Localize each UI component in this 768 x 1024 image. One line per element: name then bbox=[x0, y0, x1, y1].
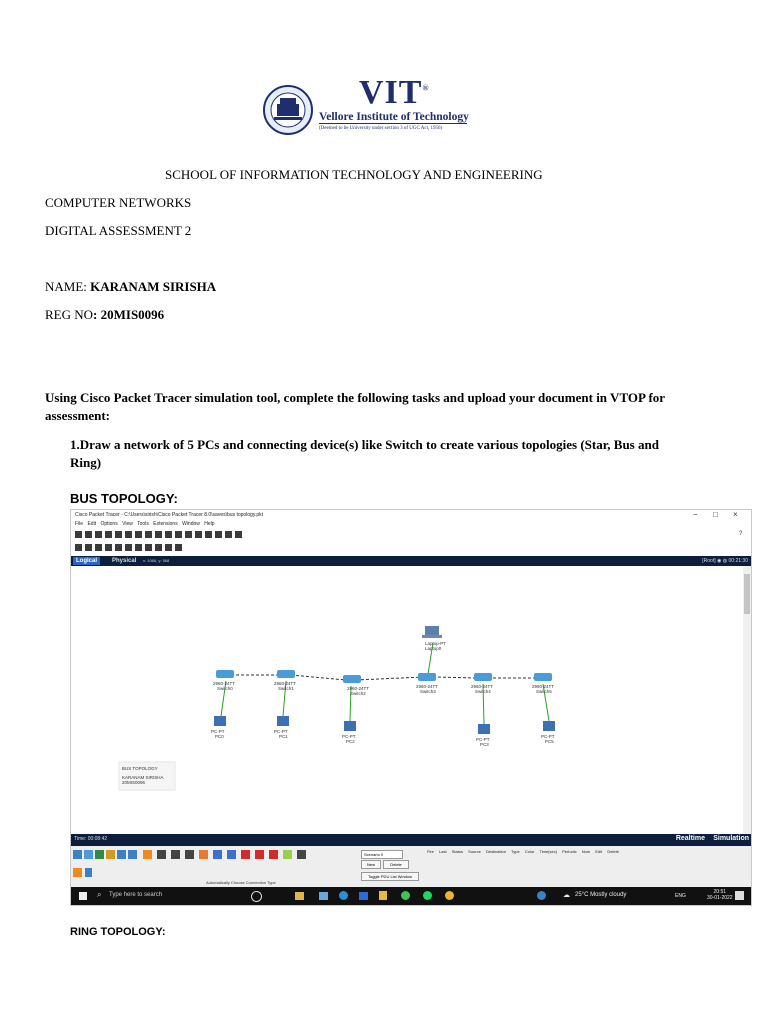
switch-type-label: 2960-24TT bbox=[274, 681, 297, 686]
col-destination: Destination bbox=[485, 849, 506, 854]
windows-start-icon[interactable] bbox=[79, 892, 87, 900]
switch-name-label: Switch4 bbox=[475, 689, 491, 694]
col-num: Num bbox=[581, 849, 591, 854]
workspace-bar bbox=[71, 556, 751, 566]
col-source: Source bbox=[468, 849, 481, 854]
switch-type-label: 2960-24TT bbox=[347, 686, 370, 691]
menu-tools[interactable]: Tools bbox=[137, 521, 149, 527]
clock-label: 00:21:30 bbox=[728, 558, 748, 564]
pc-type-label: PC-PT bbox=[342, 734, 356, 739]
time-label: Time: 00:08:42 bbox=[74, 836, 108, 842]
bus-link bbox=[433, 677, 478, 678]
school-heading: SCHOOL OF INFORMATION TECHNOLOGY AND ENGINEERING bbox=[165, 167, 543, 182]
resize-icon[interactable] bbox=[105, 544, 112, 551]
switch-name-label: Switch5 bbox=[536, 689, 552, 694]
toggle-pdu-list-button[interactable]: Toggle PDU List Window bbox=[361, 872, 419, 881]
weather-text[interactable]: 25°C Mostly cloudy bbox=[575, 892, 627, 898]
pc-icon bbox=[214, 716, 555, 734]
spotify-icon[interactable] bbox=[423, 891, 432, 900]
zoom-in-icon[interactable] bbox=[175, 531, 182, 538]
zoom-out-icon[interactable] bbox=[195, 531, 202, 538]
new-scenario-button[interactable]: New bbox=[361, 860, 381, 869]
new-file-icon[interactable] bbox=[75, 531, 82, 538]
console-cable-icon[interactable] bbox=[157, 850, 166, 859]
clock-date: 30-01-2022 bbox=[707, 895, 733, 901]
laptop-icon bbox=[425, 626, 439, 635]
fiber-cable-icon[interactable] bbox=[199, 850, 208, 859]
vit-logo bbox=[262, 74, 472, 138]
pc-name-label: PC1 bbox=[279, 734, 288, 739]
delete-icon[interactable] bbox=[95, 544, 102, 551]
note-icon[interactable] bbox=[115, 544, 122, 551]
bus-topology-heading: BUS TOPOLOGY: bbox=[70, 491, 178, 506]
laptop-type-label: Laptop-PT bbox=[425, 641, 447, 646]
note-reg: 20MIS0096 bbox=[122, 780, 146, 785]
rectangle-icon[interactable] bbox=[135, 544, 142, 551]
wireless-icon[interactable] bbox=[106, 850, 115, 859]
workspace-right-controls bbox=[702, 557, 748, 565]
wizard-icon[interactable] bbox=[115, 531, 122, 538]
switch-type-label: 2960-24TT bbox=[532, 684, 555, 689]
help-icon[interactable]: ? bbox=[739, 531, 743, 537]
network-info-icon[interactable] bbox=[125, 531, 132, 538]
notification-icon[interactable] bbox=[735, 891, 744, 900]
print-icon[interactable] bbox=[105, 531, 112, 538]
windows-taskbar bbox=[71, 887, 751, 905]
tab-logical[interactable]: Logical bbox=[73, 557, 100, 565]
assessment-name: DIGITAL ASSESSMENT 2 bbox=[45, 223, 192, 238]
switch-type-label: 2960-24TT bbox=[416, 684, 439, 689]
delete-scenario-button[interactable]: Delete bbox=[383, 860, 409, 869]
device-type-strip bbox=[71, 848, 349, 862]
menu-edit[interactable]: Edit bbox=[87, 521, 97, 527]
registered-mark: ® bbox=[422, 83, 430, 93]
restore-icon[interactable]: □ bbox=[713, 510, 718, 519]
switch-name-label: Switch0 bbox=[217, 686, 233, 691]
window-title: Cisco Packet Tracer - C:\Users\sirish\Cisco Packet Tracer 8.0\saves\bus topology.pkt bbox=[75, 512, 264, 518]
straight-cable-icon[interactable] bbox=[171, 850, 180, 859]
taskbar-search-input[interactable]: Type here to search bbox=[109, 892, 163, 898]
select-icon[interactable] bbox=[75, 544, 82, 551]
taskbar-clock[interactable] bbox=[707, 889, 733, 901]
help-circle-icon[interactable] bbox=[537, 891, 546, 900]
edge-icon[interactable] bbox=[339, 891, 348, 900]
col-type: Type bbox=[511, 849, 520, 854]
minimize-icon[interactable]: − bbox=[693, 510, 698, 519]
language-indicator[interactable]: ENG bbox=[675, 893, 686, 899]
col-color: Color bbox=[524, 849, 535, 854]
menu-window[interactable]: Window bbox=[182, 521, 200, 527]
switch-name-label: Switch3 bbox=[420, 689, 436, 694]
name-value: KARANAM SIRISHA bbox=[90, 279, 217, 294]
note-name: KARANAM SIRISHA bbox=[122, 775, 164, 780]
ring-topology-heading: RING TOPOLOGY: bbox=[70, 926, 166, 938]
bus-link bbox=[356, 677, 423, 680]
power-app-icon[interactable] bbox=[379, 891, 387, 900]
col-time: Time(sec) bbox=[539, 849, 558, 854]
switch-type-label: 2960-24TT bbox=[213, 681, 236, 686]
word-icon[interactable] bbox=[359, 892, 368, 900]
clock-time: 20:51 bbox=[713, 889, 727, 895]
menu-bar bbox=[75, 521, 215, 527]
complex-pdu-icon[interactable] bbox=[175, 544, 182, 551]
device-list-icon[interactable] bbox=[85, 868, 92, 877]
drawing-toolbar bbox=[75, 544, 182, 552]
pc-name-label: PC5 bbox=[545, 739, 554, 744]
task-text-cont: Ring) bbox=[70, 455, 102, 470]
reg-number bbox=[45, 307, 164, 323]
paste-icon[interactable] bbox=[145, 531, 152, 538]
chrome-icon[interactable] bbox=[445, 891, 454, 900]
serial-dce-icon[interactable] bbox=[241, 850, 250, 859]
pc-type-label: PC-PT bbox=[541, 734, 555, 739]
logical-workspace[interactable] bbox=[71, 566, 743, 834]
scrollbar-thumb[interactable] bbox=[744, 574, 750, 614]
navigation-icon[interactable]: ◉ bbox=[717, 558, 722, 564]
zoom-reset-icon[interactable] bbox=[185, 531, 192, 538]
pc-name-label: PC3 bbox=[480, 742, 489, 747]
tab-physical[interactable]: Physical bbox=[112, 558, 137, 564]
topology-diagram bbox=[71, 566, 743, 834]
pdu-icon[interactable] bbox=[225, 531, 232, 538]
reg-value: : 20MIS0096 bbox=[93, 307, 165, 322]
weather-icon: ☁ bbox=[563, 892, 570, 899]
pdu-table-header bbox=[427, 849, 619, 854]
pc-name-label: PC0 bbox=[215, 734, 224, 739]
usb-cable-icon[interactable] bbox=[297, 850, 306, 859]
search-icon[interactable]: ⌕ bbox=[97, 890, 102, 899]
cortana-icon[interactable] bbox=[251, 891, 262, 902]
simulation-mode-button[interactable]: Simulation bbox=[713, 835, 749, 842]
octal-cable-icon[interactable] bbox=[269, 850, 278, 859]
main-toolbar bbox=[75, 531, 242, 539]
menu-options[interactable]: Options bbox=[100, 521, 118, 527]
serial-dte-icon[interactable] bbox=[255, 850, 264, 859]
intro-text-cont: assessment: bbox=[45, 408, 110, 423]
menu-file[interactable]: File bbox=[75, 521, 84, 527]
name-label: NAME: bbox=[45, 279, 91, 294]
switch-category-icon[interactable] bbox=[84, 850, 93, 859]
lightning-connection-icon[interactable] bbox=[73, 868, 82, 877]
vit-wordmark: VIT bbox=[359, 74, 423, 111]
viewport-icon[interactable] bbox=[235, 531, 242, 538]
phone-cable-icon[interactable] bbox=[213, 850, 222, 859]
connection-type-label: Automatically Choose Connection Type bbox=[206, 880, 276, 885]
ellipse-icon[interactable] bbox=[145, 544, 152, 551]
inspect-icon[interactable] bbox=[85, 544, 92, 551]
coaxial-cable-icon[interactable] bbox=[227, 850, 236, 859]
switch-type-label: 2960-24TT bbox=[471, 684, 494, 689]
student-name bbox=[45, 279, 216, 295]
open-file-icon[interactable] bbox=[85, 531, 92, 538]
switch-name-label: Switch2 bbox=[350, 691, 366, 696]
vit-name: Vellore Institute of Technology bbox=[319, 111, 469, 123]
col-periodic: Periodic bbox=[562, 849, 577, 854]
col-delete: Delete bbox=[607, 849, 619, 854]
pc-type-label: PC-PT bbox=[211, 729, 225, 734]
laptop-name-label: Laptop0 bbox=[425, 646, 442, 651]
intro-text: Using Cisco Packet Tracer simulation tool, complete the following tasks and upload your document in VTOP for bbox=[45, 390, 666, 405]
custom-device-icon[interactable] bbox=[215, 531, 222, 538]
logo-divider bbox=[319, 123, 467, 124]
whatsapp-icon[interactable] bbox=[401, 891, 410, 900]
col-last-status: Last Status bbox=[439, 849, 464, 854]
pc-type-label: PC-PT bbox=[274, 729, 288, 734]
vit-subtitle: (Deemed to be University under section 3 of UGC Act, 1956) bbox=[319, 126, 443, 131]
hub-icon[interactable] bbox=[95, 850, 104, 859]
save-icon[interactable] bbox=[95, 531, 102, 538]
workspace-scrollbar[interactable] bbox=[743, 566, 751, 834]
copy-icon[interactable] bbox=[135, 531, 142, 538]
menu-extensions[interactable]: Extensions bbox=[153, 521, 178, 527]
pc-name-label: PC2 bbox=[346, 739, 355, 744]
router-icon[interactable] bbox=[73, 850, 82, 859]
course-name: COMPUTER NETWORKS bbox=[45, 195, 192, 210]
reg-label: REG NO bbox=[45, 307, 94, 322]
line-icon[interactable] bbox=[125, 544, 132, 551]
cursor-coords: x: 1066, y: 568 bbox=[143, 558, 170, 563]
menu-help[interactable]: Help bbox=[204, 521, 215, 527]
redo-icon[interactable] bbox=[165, 531, 172, 538]
device-panel bbox=[71, 846, 751, 887]
realtime-mode-button[interactable]: Realtime bbox=[675, 835, 705, 842]
undo-icon[interactable] bbox=[155, 531, 162, 538]
security-icon[interactable] bbox=[117, 850, 126, 859]
col-fire: Fire bbox=[427, 849, 434, 854]
freeform-icon[interactable] bbox=[155, 544, 162, 551]
time-bar bbox=[71, 834, 751, 846]
bus-link bbox=[291, 675, 346, 680]
switch-name-label: Switch1 bbox=[278, 686, 294, 691]
vit-seal-icon bbox=[262, 84, 314, 136]
connection-auto-icon[interactable] bbox=[143, 850, 152, 859]
palette-icon[interactable] bbox=[205, 531, 212, 538]
switch-icon bbox=[216, 670, 552, 683]
close-icon[interactable]: × bbox=[733, 510, 738, 519]
task-text: 1.Draw a network of 5 PCs and connecting device(s) like Switch to create various topologies (Star, Bus and bbox=[70, 437, 659, 452]
store-icon[interactable] bbox=[319, 892, 328, 900]
root-button[interactable]: [Root] bbox=[702, 558, 716, 564]
scenario-select[interactable]: Scenario 0 bbox=[361, 850, 403, 859]
scenario-panel bbox=[351, 848, 419, 885]
file-explorer-icon[interactable] bbox=[295, 892, 304, 900]
crossover-cable-icon[interactable] bbox=[185, 850, 194, 859]
col-edit: Edit bbox=[595, 849, 603, 854]
pc-type-label: PC-PT bbox=[476, 737, 490, 742]
viewport-globe-icon[interactable]: ◍ bbox=[722, 558, 728, 564]
menu-view[interactable]: View bbox=[122, 521, 133, 527]
note-title: BUS TOPOLOGY bbox=[122, 766, 158, 771]
wan-emulation-icon[interactable] bbox=[128, 850, 137, 859]
iot-cable-icon[interactable] bbox=[283, 850, 292, 859]
packet-tracer-screenshot bbox=[70, 509, 752, 906]
simple-pdu-icon[interactable] bbox=[165, 544, 172, 551]
